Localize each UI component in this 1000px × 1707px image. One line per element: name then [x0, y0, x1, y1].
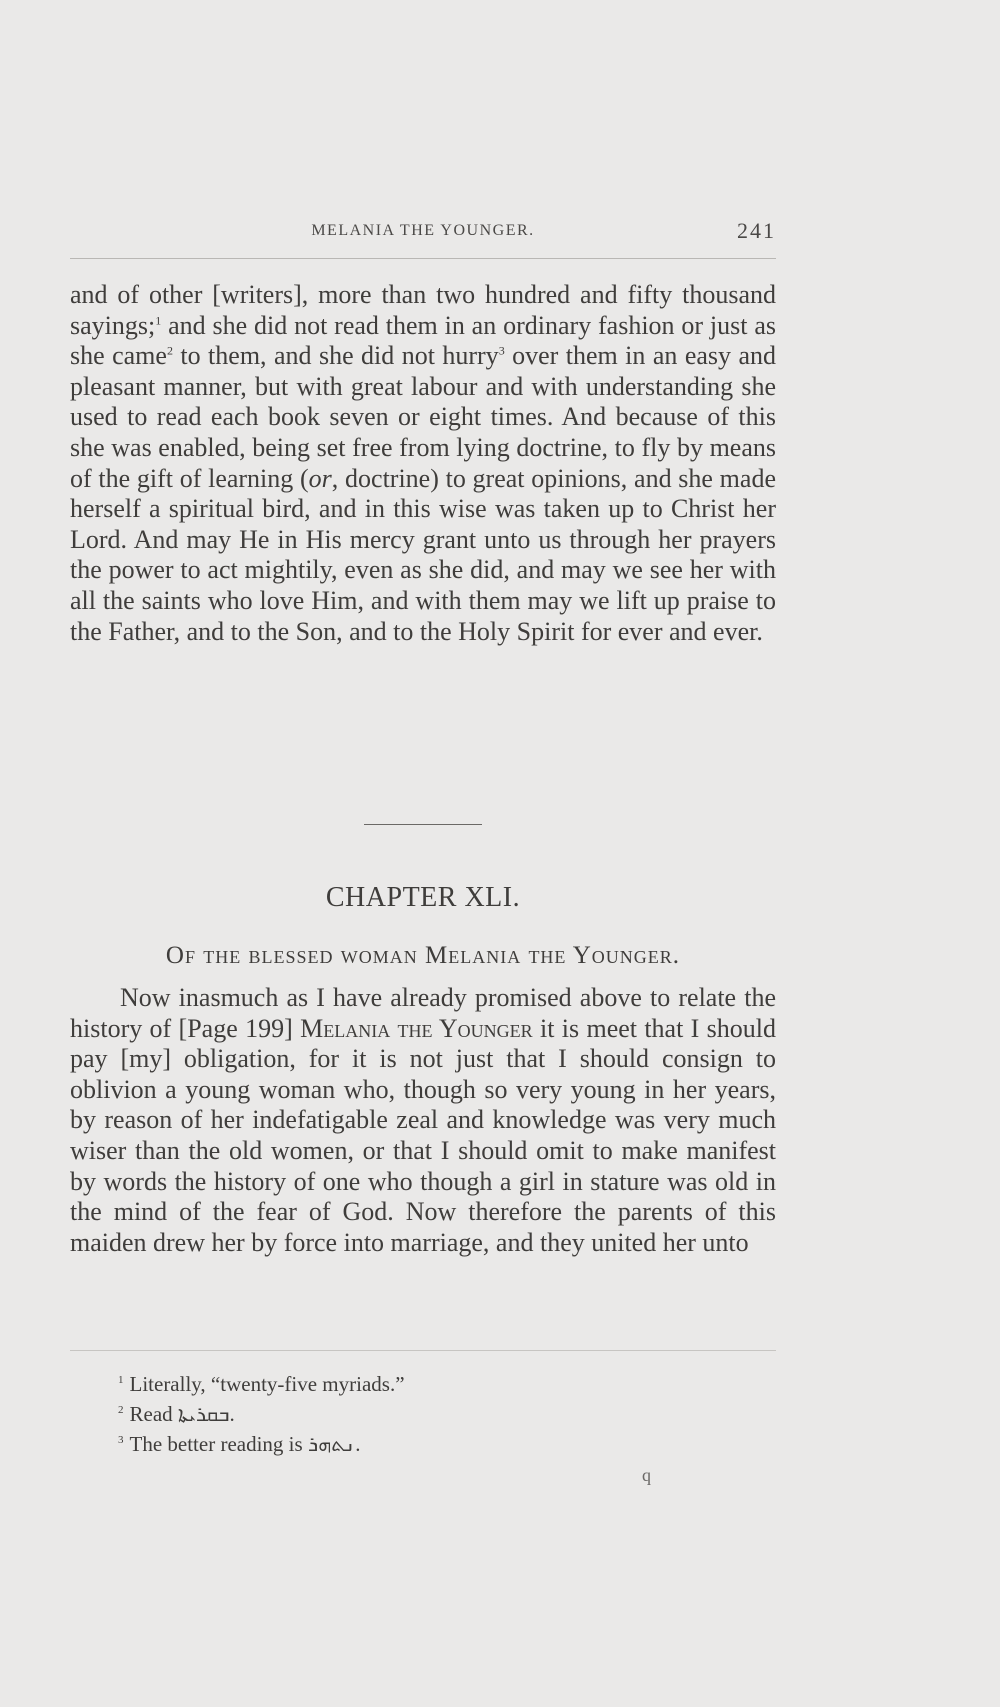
footnote-text: Literally, “twenty-five myriads.”	[129, 1372, 405, 1396]
footnote-rule	[70, 1350, 776, 1351]
footnote-ref: 2	[166, 343, 173, 358]
footnote-mark: 2	[118, 1404, 124, 1416]
text-run: , doctrine) to great opinions, and she made herself a spiritual bird, and in this wise was taken up to Christ her Lord. And may He in His mercy grant unto us through her prayers the power to act mightily, even as she did, and may we see her with all the saints who love Him, and with them may we lift up praise to the Father, and to the Son, and to the Holy Spirit for ever and ever.	[70, 463, 776, 646]
running-head	[70, 218, 776, 248]
page-number: 241	[737, 218, 776, 243]
footnote-ref: 3	[498, 343, 505, 358]
signature-mark: q	[642, 1465, 651, 1485]
header-rule	[70, 258, 776, 259]
footnote	[118, 1395, 718, 1425]
text-run: over them in an easy and pleasant manner, but with great labour and with understanding she used to read each book seven or eight times. And because of this she was enabled, being set free from lying doctrine, to fly by means of the gift of learning (	[70, 341, 776, 493]
footnote-ref: 1	[155, 312, 162, 327]
footnote-text: The better reading is ܢܬܗܪ.	[129, 1432, 361, 1456]
footnote-mark: 3	[118, 1434, 124, 1446]
footnote	[118, 1425, 718, 1455]
footnotes	[118, 1365, 718, 1455]
text-run: to them, and she did not hurry	[172, 341, 499, 371]
smallcaps-run: Melania the Younger	[300, 1013, 533, 1043]
footnote	[118, 1365, 718, 1395]
text-run: and she did not read them in an ordinary fashion or just as she came	[70, 310, 776, 371]
section-divider	[364, 824, 482, 825]
text-run: and of other [writers], more than two hundred and fifty thousand sayings;	[70, 280, 776, 340]
running-title: MELANIA THE YOUNGER.	[311, 222, 535, 239]
book-page	[70, 0, 776, 1707]
italic-run: or	[308, 463, 332, 493]
body-paragraph	[70, 983, 776, 1258]
chapter-subtitle: Of the blessed woman Melania the Younger.	[165, 942, 681, 969]
footnote-mark: 1	[118, 1374, 124, 1386]
text-run: Now inasmuch as I have already promised above to relate the history of [Page 199]	[70, 983, 776, 1043]
chapter-title: CHAPTER XLI.	[325, 882, 521, 913]
text-run: it is meet that I should pay [my] obligation, for it is not just that I should consign to oblivion a young woman who, though so very young in her years, by reason of her indefatigable zeal and knowledge was very much wiser than the old women, or that I should omit to make manifest by words the history of one who though a girl in stature was old in the mind of the fear of God. Now therefore the parents of this maiden drew her by force into marriage, and they united her unto	[70, 1013, 776, 1257]
footnote-text: Read ܒܩܪܝܬܐ.	[129, 1402, 235, 1426]
body-paragraph	[70, 280, 776, 647]
